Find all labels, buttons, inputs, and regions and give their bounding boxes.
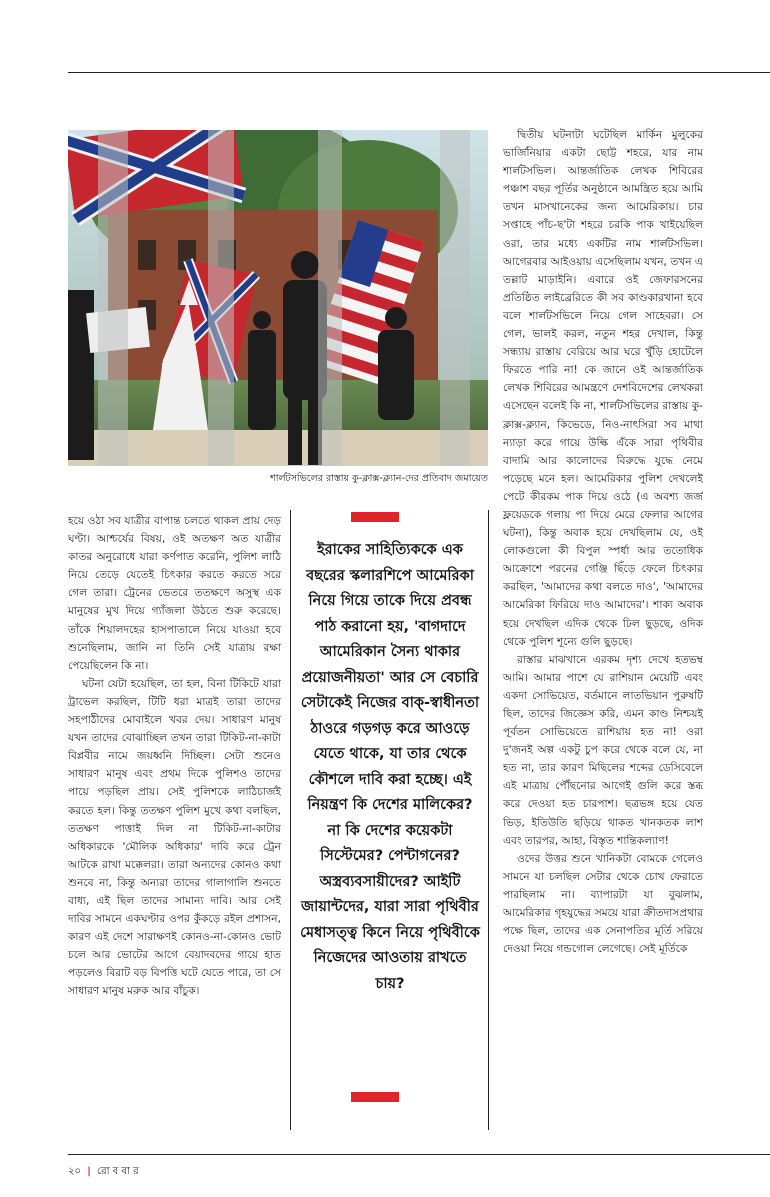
right-paragraph-3: ওদের উত্তর শুনে খানিকটা বোমকে গেলেও সামনে যা চলছিল সেটার থেকে চোখ ফেরাতে পারছিলাম না। ব্যাপারটা যা বুঝলাম, আমেরিকার গৃহযুদ্ধের সময়ে যারা ক্রীতদাসপ্রথার পক্ষে ছিল, তাদের এক সেনাপতির মূর্তি সরিয়ে দেওয়া নিয়ে গন্ডগোল লেগেছে। সেই মূর্তিকে	[503, 852, 703, 956]
page-number: ২০	[68, 1166, 82, 1177]
left-column	[68, 512, 281, 1112]
page-footer	[68, 1164, 139, 1181]
footer-separator: |	[87, 1166, 91, 1177]
bottom-rule	[68, 1154, 770, 1155]
left-paragraph-1: হয়ে ওঠা সব যাত্রীর বাপান্ত চলতে থাকল প্রায় দেড় ঘণ্টা। আশ্চর্যের বিষয়, ওই অতক্ষণ অত যাত্রীর কাতর অনুরোধে যারা কর্ণপাত করেনি, পুলিশ লাঠি নিয়ে তেড়ে যেতেই চিৎকার করতে করতে সরে গেল তারা। ট্রেনের ভেতরে ততক্ষণে অসুস্থ এক মানুষের মুখ দিয়ে গ্যাঁজলা উঠতে শুরু করেছে। তাঁকে শিয়ালদহের হাসপাতালে নিয়ে যাওয়া হবে শুনেছিলাম, জানি না তিনি সেই যাত্রায় রক্ষা পেয়েছিলেন কি না।	[68, 515, 281, 672]
left-paragraph-2: ঘটনা যেটা হয়েছিল, তা হল, বিনা টিকিটে যারা ট্রাভেল করছিল, টিটি ধরা মাত্রই তারা তাদের সহপাঠীদের মোবাইলে খবর দেয়। সাধারণ মানুষ যখন তাদের বোঝাচ্ছিল তখন তারা টিকিট-না-কাটা বিপ্লবীর নামে জয়ধ্বনি দিচ্ছিল। সেটা শুনেও সাধারণ মানুষ এবং প্রথম দিকে পুলিশও তাদের পায়ে পড়ছিল প্রায়। সেই পুলিশকে লাঠিচার্জই করতে হল। কিন্তু ততক্ষণ পুলিশ মুখে কথা বলছিল, ততক্ষণ পাত্তাই দিল না টিকিট-না-কাটার অধিকারকে 'মৌলিক অধিকার' দাবি করে ট্রেন আটকে রাখা মক্কেলরা। তারা অন্যদের কোনও কথা শুনবে না, কিন্তু অন্যরা তাদের গালাগালি শুনতে বাধ্য, এই ছিল তাদের সামান্য দাবি। আর সেই দাবির সামনে একঘণ্টার ওপর কুঁকড়ে রইল প্রশাসন, কারণ এই দেশে সারাক্ষণই কোনও-না-কোনও ভোট চলে আর ভোটের আগে বেয়াদবদের গায়ে হাত পড়লেও বিরাট বড় বিপত্তি ঘটে যেতে পারে, তা সে সাধারণ মানুষ মরুক আর বাঁচুক।	[68, 677, 281, 998]
column-divider-right	[488, 510, 489, 1130]
pull-quote-top-bar	[351, 512, 399, 522]
magazine-name: রো ব বা র	[97, 1166, 139, 1177]
right-paragraph-2: রাস্তার মাঝখানে এরকম দৃশ্য দেখে হতভম্ব আমি। আমার পাশে যে রাশিয়ান মেয়েটি এবং একদা সোভিয়েত, বর্তমানে লাতভিয়ান পুরুষটি ছিল, তাদের জিজ্ঞেস করি, এমন কাণ্ড নিশ্চয়ই পূর্বতন সোভিয়েতে রাশিয়ায় হত না! ওরা দু'জনই অল্প একটু চুপ করে থেকে বলে যে, না হত না, তার কারণ মিছিলের শব্দের ডেসিবেলে এই মাত্রায় পৌঁছনোর আগেই গুলি করে স্তব্ধ করে দেওয়া হত চারপাশ। ছত্রভঙ্গ হয়ে যেত ভিড়, ইতিউতি ছড়িয়ে থাকত খানকতক লাশ এবং তারপর, আহা, বিস্তৃত শান্তিকল্যাণ!	[503, 653, 703, 847]
photo-caption: শার্লটসভিলের রাস্তায় কু-ক্লাক্স-ক্ল্যান-দের প্রতিবাদ জমায়েত	[270, 473, 488, 484]
top-rule	[68, 72, 770, 73]
column-divider-left	[290, 510, 291, 1130]
right-paragraph-1: দ্বিতীয় ঘটনাটা ঘটেছিল মার্কিন মুলুকের ভার্জিনিয়ার একটা ছোট্ট শহরে, যার নাম শার্লটসভিল। আন্তর্জাতিক লেখক শিবিরের পঞ্চাশ বছর পূর্তির অনুষ্ঠানে আমন্ত্রিত হয়ে আমি তখন মাসখানেকের জন্য আমেরিকায়। চার সপ্তাহে পাঁচ-ছ'টা শহরে চরকি পাক খাইয়েছিল ওরা, তার মধ্যে একটির নাম শার্লটসভিল। আগেরবার আইওয়ায় এসেছিলাম যখন, তখন এ তল্লাট মাড়াইনি। এবারে ওই জেফারসনের প্রতিষ্ঠিত লাইব্রেরিতে কী সব কাণ্ডকারখানা হবে বলে শার্লটসভিলে নিয়ে গেল সাহেবরা। সে গেল, ভালই করল, নতুন শহর দেখাল, কিন্তু সন্ধ্যায় রাস্তায় বেরিয়ে আর ঘরে খুঁড়ি হোটেলে ফিরতে পারি না! কে জানে ওই আন্তর্জাতিক লেখক শিবিরের আমন্ত্রণে দেশবিদেশের লেখকরা এসেছেন বলেই কি না, শার্লটসভিলের রাস্তায় কু-ক্লাক্স-ক্ল্যান, কিভেডে, নিও-নাৎসিরা সব মাথা ন্যাড়া করে গায়ে উল্কি এঁকে সারা পৃথিবীর বাদামি আর কালোদের বিরুদ্ধে যুদ্ধে নেমে পড়েছে মনে হল। আমেরিকার পুলিশ দেখলেই পেটে কীরকম পাক দিয়ে ওঠে (এ অবশ্য জর্জ ফ্লয়েডকে গলায় পা দিয়ে মেরে ফেলার আগের ঘটনা), কিন্তু অবাক হয়ে দেখছিলাম যে, ওই লোকগুলো কী বিপুল স্পর্ধা আর ততোধিক আক্রোশে পরনের গেঞ্জি ছিঁড়ে ফেলে চিৎকার করছিল, 'আমাদের কথা বলতে দাও', 'আমাদের আমেরিকা ফিরিয়ে দাও আমাদের'। শাক্য অবাক হয়ে দেখছিল এদিক থেকে ঢিল ছুড়ছে, ওদিক থেকে পুলিশ শূন্যে গুলি ছুড়ছে।	[503, 129, 703, 648]
pull-quote-bottom-bar	[351, 1092, 399, 1102]
right-column	[503, 126, 703, 1132]
pull-quote: ইরাকের সাহিত্যিককে এক বছরের স্কলারশিপে আমেরিকা নিয়ে গিয়ে তাকে দিয়ে প্রবন্ধ পাঠ করানো হয়, 'বাগদাদে আমেরিকান সৈন্য থাকার প্রয়োজনীয়তা' আর সে বেচারি সেটাকেই নিজের বাক্-স্বাধীনতা ঠাওরে গড়গড় করে আওড়ে যেতে থাকে, যা তার থেকে কৌশলে দাবি করা হচ্ছে। এই নিয়ন্ত্রণ কি দেশের মালিকের? না কি দেশের কয়েকটা সিস্টেমের? পেন্টাগনের? অস্ত্রব্যবসায়ীদের? আইটি জায়ান্টদের, যারা সারা পৃথিবীর মেধাসত্ত্ব কিনে নিয়ে পৃথিবীকে নিজেদের আওতায় রাখতে চায়?	[300, 542, 480, 992]
rally-photo	[68, 130, 488, 466]
